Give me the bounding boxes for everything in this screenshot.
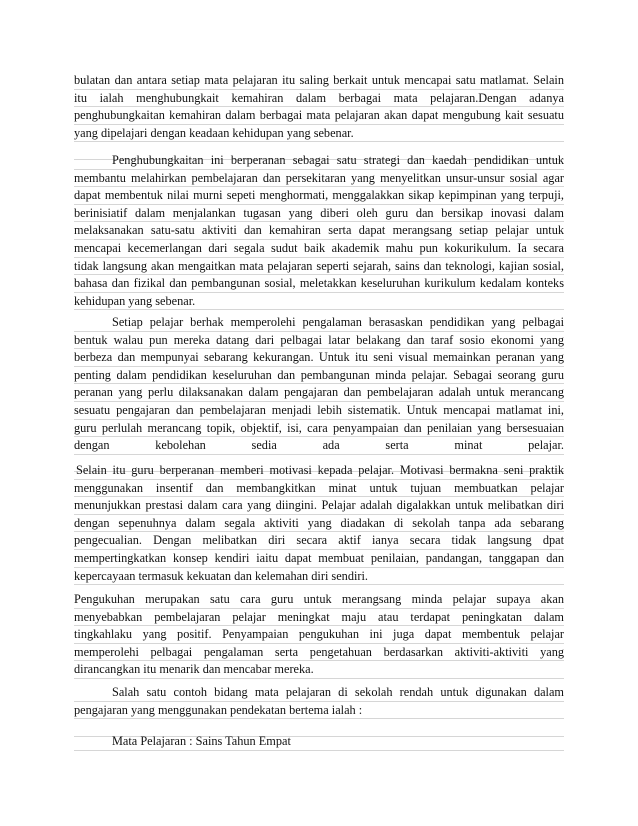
p2-line-9: kehidupan yang sebenar. (74, 293, 564, 311)
p5-line-4: memperolehi pelbagai pengalaman serta pengetahuan berdasarkan aktiviti-aktiviti yang (74, 644, 564, 662)
p1-line-3: penghubungkaitan kemahiran dalam berbagai mata pelajaran akan dapat mengubung kait sesuatu (74, 107, 564, 125)
p5-line-2: menyebabkan pembelajaran pelajar meningkat maju atau terdapat peningkatan dalam (74, 609, 564, 627)
p7-line-1: Mata Pelajaran : Sains Tahun Empat (74, 733, 564, 751)
p2-line-7: tidak langsung akan mengaitkan mata pelajaran seperti sejarah, sains dan teknologi, kajian sosial, (74, 258, 564, 276)
p3-line-3: berbeza dan mempunyai sebarang kekurangan. Untuk itu seni visual memainkan peranan yang (74, 349, 564, 367)
p4-line-1: Selain itu guru berperanan memberi motivasi kepada pelajar. Motivasi bermakna seni praktik (74, 462, 564, 480)
p1-line-2: itu ialah menghubungkait kemahiran dalam berbagai mata pelajaran.Dengan adanya (74, 90, 564, 108)
p2-line-5: melaksanakan satu-satu aktiviti dan kemahiran serta dapat merangsang setiap pelajar untuk (74, 222, 564, 240)
p6-line-2: pengajaran yang menggunakan pendekatan bertema ialah : (74, 702, 564, 720)
p2-line-8: bahasa dan fizikal dan pembangunan sosial, meletakkan keseluruhan kurikulum kedalam konteks (74, 275, 564, 293)
p2-line-2: membantu melahirkan pembelajaran dan persekitaran yang menyelitkan unsur-unsur sosial agar (74, 170, 564, 188)
p4-line-2: menggunakan insentif dan membangkitkan minat untuk tujuan membuatkan pelajar (74, 480, 564, 498)
p4-line-3: menunjukkan prestasi dalam cara yang diingini. Pelajar adalah digalakkan untuk melibatkan diri (74, 497, 564, 515)
p4-line-7: kepercayaan termasuk kekuatan dan kelemahan diri sendiri. (74, 568, 564, 586)
p4-line-4: dengan sepenuhnya dalam segala aktiviti yang diadakan di sekolah tanpa ada sebarang (74, 515, 564, 533)
p1-line-4: yang dipelajari dengan keadaan kehidupan yang sebenar. (74, 125, 564, 143)
p3-line-4: penting dalam pendidikan keseluruhan dan pembangunan minda pelajar. Sebagai seorang guru (74, 367, 564, 385)
p2-line-6: mencapai kecemerlangan dari segala sudut baik akademik mahu pun kokurikulum. Ia secara (74, 240, 564, 258)
p2-line-3: dapat membentuk nilai murni sepeti menghormati, menggalakkan sikap kepimpinan yang terpuji, (74, 187, 564, 205)
p2-line-1: Penghubungkaitan ini berperanan sebagai satu strategi dan kaedah pendidikan untuk (74, 152, 564, 170)
p5-line-1: Pengukuhan merupakan satu cara guru untuk merangsang minda pelajar supaya akan (74, 591, 564, 609)
p3-line-1: Setiap pelajar berhak memperolehi pengalaman berasaskan pendidikan yang pelbagai (74, 314, 564, 332)
p6-line-1: Salah satu contoh bidang mata pelajaran di sekolah rendah untuk digunakan dalam (74, 684, 564, 702)
p3-line-8: dengan kebolehan sedia ada serta minat pelajar. (74, 437, 564, 455)
p5-line-5: dirancangkan itu menarik dan mencabar mereka. (74, 661, 564, 679)
p4-line-6: mempertingkatkan konsep kendiri iaitu dapat membuat penilaian, pandangan, tanggapan dan (74, 550, 564, 568)
p3-line-7: guru perlulah merancang topik, objektif, isi, cara penyampaian dan penilaian yang bersesuaian (74, 420, 564, 438)
p2-line-4: berinisiatif dalam menjalankan tugasan yang diberi oleh guru dan bersikap inovasi dalam (74, 205, 564, 223)
p4-line-5: pengecualian. Dengan melibatkan diri secara aktif ianya secara tidak langsung dpat (74, 532, 564, 550)
p3-line-5: peranan yang perlu dilaksanakan dalam pengajaran dan pembelajaran adalah untuk merancang (74, 384, 564, 402)
p3-line-2: bentuk walau pun mereka datang dari pelbagai latar belakang dan taraf sosio ekonomi yang (74, 332, 564, 350)
p5-line-3: tingkahlaku yang positif. Penyampaian pengukuhan ini juga dapat membentuk pelajar (74, 626, 564, 644)
p1-line-1: bulatan dan antara setiap mata pelajaran itu saling berkait untuk mencapai satu matlamat. Selain (74, 72, 564, 90)
p3-line-6: sesuatu pengajaran dan pembelajaran menjadi lebih sistematik. Untuk mencapai matlamat ini, (74, 402, 564, 420)
